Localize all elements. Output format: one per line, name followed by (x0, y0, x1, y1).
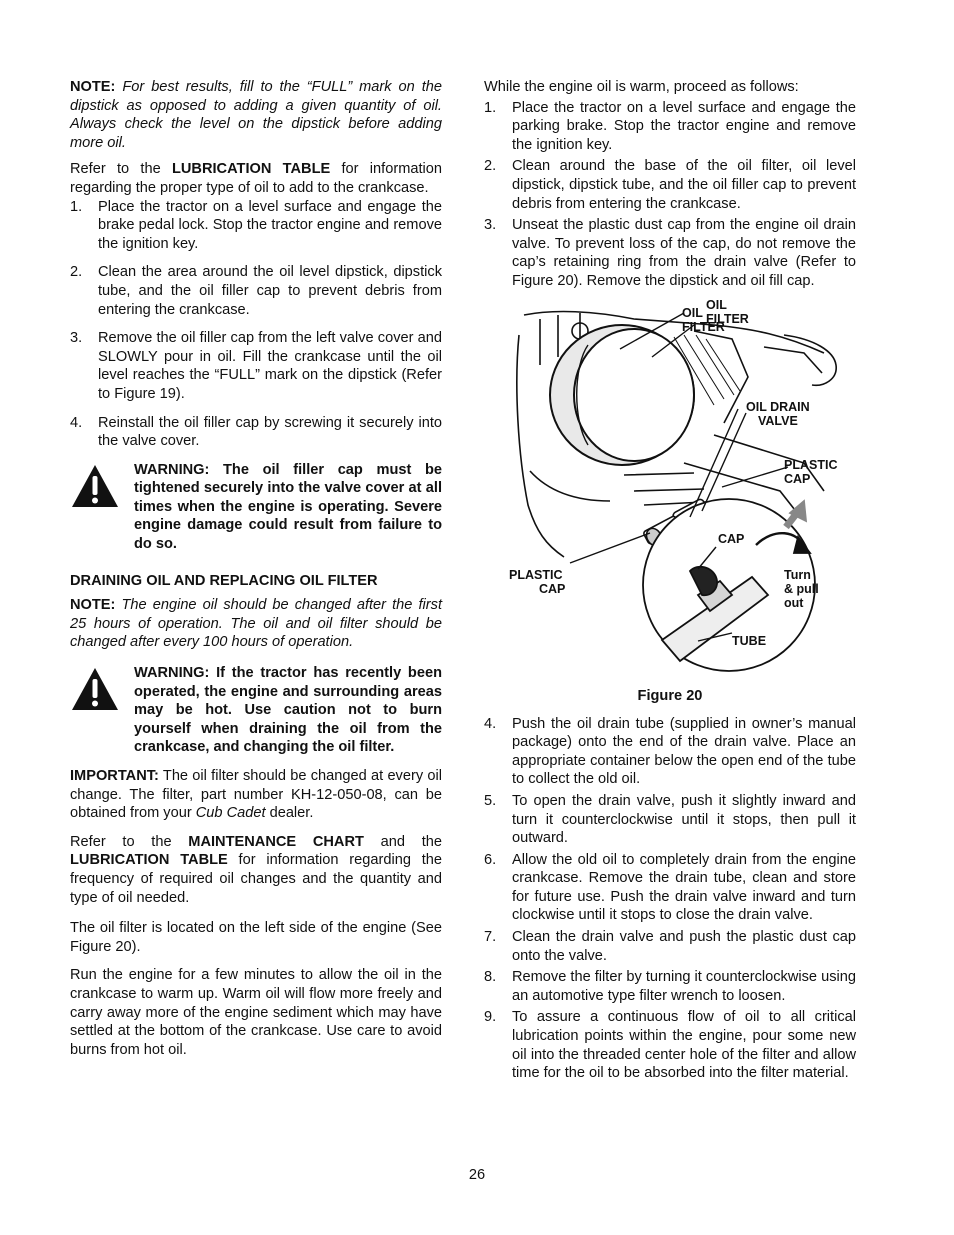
label-cap: CAP (718, 531, 745, 546)
filter-location: The oil filter is located on the left side of the engine (See Figure 20). (70, 920, 442, 955)
warning-text: WARNING: If the tractor has recently been operated, the engine and surrounding areas may be hot. Use caution not to burn yourself when draining the oil from the crankcase, and changing the oil filter. (134, 665, 442, 756)
step-text: Remove the oil filler cap from the left valve cover and SLOWLY pour in oil. Fill the crankcase until the oil level reaches the “FULL” mark on the dipstick (Refer to Figure 19). (98, 330, 442, 402)
warning-hot-engine (70, 664, 442, 757)
label-turn-pull-out: out (784, 595, 804, 610)
step-text: Push the oil drain tube (supplied in owner’s manual package) onto the end of the drain valve. Place an appropriate container below the open end of the tube to collect the old oil. (512, 715, 856, 788)
label-oil-drain-valve: VALVE (758, 413, 798, 428)
important-filter (70, 767, 442, 823)
list-item (484, 157, 856, 213)
label-oil-filter-a: OIL (706, 297, 727, 312)
label-oil-filter-b: FILTER (682, 319, 725, 334)
left-column (70, 78, 442, 1059)
label-oil-filter-a: FILTER (706, 311, 749, 326)
note-text: The engine oil should be changed after the first 25 hours of operation. The oil and oil filter should be changed after every 100 hours of operation. (70, 597, 442, 651)
maintenance-chart-ref: MAINTENANCE CHART (188, 833, 364, 850)
procedure-intro: While the engine oil is warm, proceed as follows: (484, 79, 799, 95)
note-filling (70, 78, 442, 152)
list-item (484, 968, 856, 1005)
oil-filter-shape (550, 325, 694, 465)
list-item (484, 928, 856, 965)
list-item (70, 414, 442, 451)
step-text: Allow the old oil to completely drain from the engine crankcase. Remove the drain tube, clean and store for future use. Push the drain valve inward and turn clockwise until it stops to close the drain valve. (512, 851, 856, 924)
section-title: DRAINING OIL AND REPLACING OIL FILTER (70, 572, 378, 589)
step-number: 9. (484, 1009, 497, 1026)
step-number: 1. (70, 198, 83, 215)
step-text: Remove the filter by turning it counterclockwise using an automotive type filter wrench to loosen. (512, 969, 856, 1004)
figure-20 (484, 295, 856, 703)
label-tube: TUBE (732, 633, 767, 648)
step-number: 7. (484, 929, 497, 946)
step-text: Place the tractor on a level surface and engage the brake pedal lock. Stop the tractor engine and remove the ignition key. (98, 198, 442, 252)
warning-icon (70, 666, 120, 712)
list-item (484, 851, 856, 925)
step-text: Unseat the plastic dust cap from the engine oil drain valve. To prevent loss of the cap, do not remove the cap’s retaining ring from the drain valve (Refer to Figure 20). Remove the dipstick and oil fill cap. (512, 217, 856, 289)
step-text: Clean the drain valve and push the plastic dust cap onto the valve. (512, 929, 856, 964)
label-oil-drain-valve: OIL DRAIN (746, 399, 810, 414)
important-text: dealer. (265, 805, 314, 822)
maintenance-reference (70, 833, 442, 907)
label-plastic-cap-left: PLASTIC (509, 567, 563, 582)
list-item (70, 198, 442, 254)
list-item (484, 715, 856, 789)
step-text: Clean around the base of the oil filter, oil level dipstick, dipstick tube, and the oil filler cap to prevent debris from entering the crankcase. (512, 158, 856, 212)
note-label: NOTE: (70, 597, 116, 614)
drain-steps-list-continued (484, 715, 856, 1083)
list-item (484, 792, 856, 848)
step-number: 4. (70, 414, 83, 431)
list-item (484, 216, 856, 290)
list-item (70, 263, 442, 319)
important-label: IMPORTANT: (70, 768, 159, 784)
refer-text: for information regarding the frequency of required oil changes and the quantity and type of oil needed. (70, 852, 442, 906)
label-turn-pull-out: Turn (784, 567, 811, 582)
note-label: NOTE: (70, 79, 116, 95)
lubrication-reference (70, 160, 442, 197)
label-plastic-cap-left: CAP (539, 581, 566, 596)
list-item (484, 99, 856, 155)
right-column (484, 78, 856, 1083)
page-number: 26 (468, 1167, 486, 1183)
drain-steps-list (484, 99, 856, 291)
lubrication-table-ref: LUBRICATION TABLE (171, 161, 331, 178)
list-item (70, 329, 442, 403)
warning-filler-cap (70, 461, 442, 554)
label-plastic-cap-right: CAP (784, 471, 811, 486)
step-text: Reinstall the oil filler cap by screwing it securely into the valve cover. (98, 414, 442, 450)
figure-caption: Figure 20 (637, 687, 703, 704)
step-text: To open the drain valve, push it slightly inward and turn it counterclockwise until it stops, then pull it outward. (512, 792, 856, 847)
list-item (484, 1008, 856, 1082)
label-oil-filter-b: OIL (682, 305, 703, 320)
step-number: 2. (484, 158, 497, 175)
fill-steps-list (70, 198, 442, 451)
step-number: 5. (484, 792, 497, 809)
step-number: 1. (484, 99, 497, 116)
refer-text: Refer to the (70, 833, 189, 850)
warning-text: WARNING: The oil filler cap must be tightened securely into the valve cover at all times when the engine is operating. Severe engine damage could result from failure to do so. (134, 461, 442, 553)
refer-text: for information regarding the proper type of oil to add to the crankcase. (70, 161, 442, 196)
refer-text: and the (363, 833, 442, 850)
warning-icon (70, 463, 120, 509)
label-plastic-cap-right: PLASTIC (784, 457, 838, 472)
step-text: Place the tractor on a level surface and engage the parking brake. Stop the tractor engine and remove the ignition key. (512, 99, 856, 153)
step-number: 2. (70, 264, 83, 281)
oil-filter-illustration (484, 295, 856, 690)
run-engine-paragraph: Run the engine for a few minutes to allow the oil in the crankcase to warm up. Warm oil will flow more freely and carry away more of the engine sediment which may have settled at the bottom of the crankcase. Use care to avoid burns from hot oil. (70, 967, 442, 1058)
note-oil-change (70, 596, 442, 652)
note-text: For best results, fill to the “FULL” mark on the dipstick as opposed to adding a given quantity of oil. Always check the level on the dipstick before adding more oil. (70, 79, 442, 151)
refer-text: Refer to the (70, 161, 172, 178)
label-turn-pull-out: & pull (784, 581, 819, 596)
step-text: To assure a continuous flow of oil to all critical lubrication points within the engine, pour some new oil into the threaded center hole of the filter and allow time for the oil to be absorbed into the filter material. (512, 1009, 856, 1082)
step-number: 3. (70, 330, 83, 347)
dealer-brand: Cub Cadet (195, 805, 266, 822)
step-number: 6. (484, 851, 497, 868)
lubrication-table-ref: LUBRICATION TABLE (70, 852, 228, 869)
step-number: 3. (484, 217, 497, 234)
step-text: Clean the area around the oil level dipstick, dipstick tube, and the oil filler cap to prevent debris from entering the crankcase. (98, 264, 442, 318)
important-text: The oil filter should be changed at every oil change. The filter, part number KH-12-050-08, can be obtained from your (70, 768, 442, 822)
step-number: 4. (484, 715, 497, 732)
step-number: 8. (484, 969, 497, 986)
